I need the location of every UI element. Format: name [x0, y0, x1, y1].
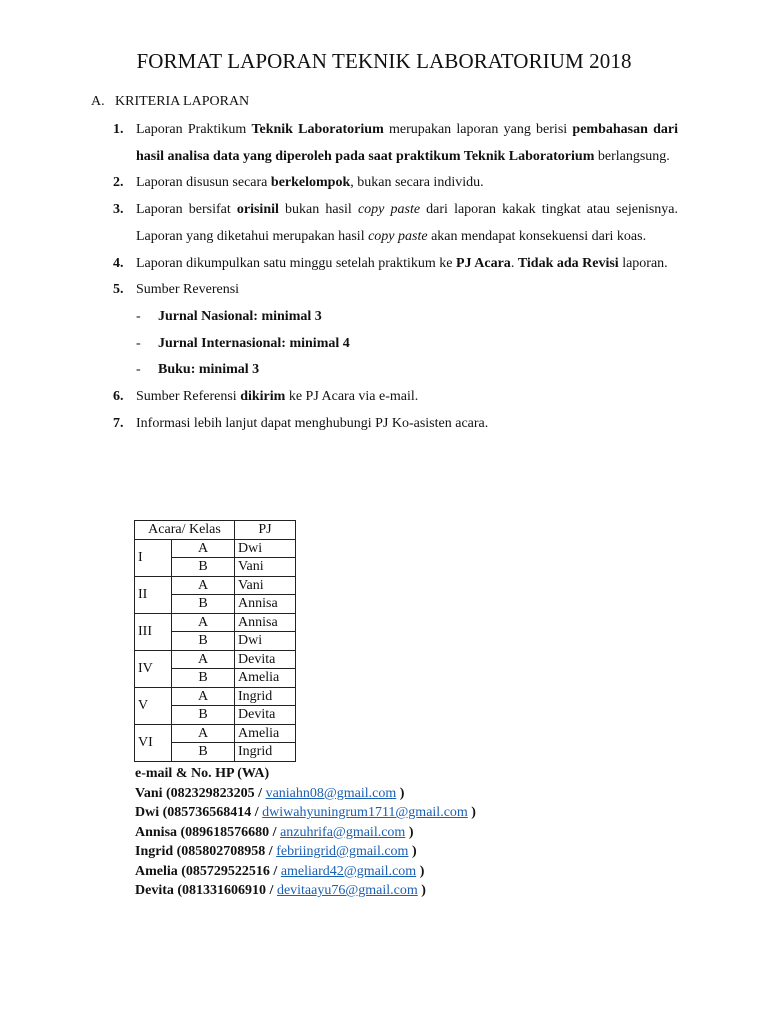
list-item-text: copy paste — [368, 228, 428, 244]
pj-cell: Annisa — [235, 595, 296, 614]
list-item-text: Laporan bersifat — [136, 202, 237, 218]
list-item — [113, 411, 678, 438]
list-item-number: 1. — [113, 122, 124, 137]
section-heading — [91, 94, 249, 110]
sub-list-text: Buku: minimal 3 — [158, 362, 260, 378]
contact-suffix: ) — [416, 863, 425, 879]
contact-email-link[interactable]: anzuhrifa@gmail.com — [280, 824, 406, 840]
list-item-text: Informasi lebih lanjut dapat menghubungi PJ Ko-asisten acara. — [136, 415, 489, 431]
sub-list-text: Jurnal Internasional: minimal 4 — [158, 335, 350, 351]
pj-cell: Devita — [235, 706, 296, 725]
table-row — [135, 539, 296, 558]
document-title: FORMAT LAPORAN TEKNIK LABORATORIUM 2018 — [136, 49, 632, 73]
list-item-text: Laporan Praktikum — [136, 122, 252, 137]
pj-cell: Dwi — [235, 539, 296, 558]
pj-cell: Dwi — [235, 632, 296, 651]
kelas-cell: A — [172, 539, 235, 558]
kelas-cell: B — [172, 632, 235, 651]
contact-suffix: ) — [405, 824, 414, 840]
list-item-text: ke PJ Acara via e-mail. — [285, 389, 419, 405]
list-item-text: berlangsung. — [594, 148, 670, 164]
table-row — [135, 613, 296, 632]
list-item-text: Sumber Reverensi — [136, 282, 240, 298]
contact-email-link[interactable]: febriingrid@gmail.com — [276, 844, 409, 859]
list-item-text: orisinil — [236, 202, 279, 218]
list-item-text: PJ Acara — [455, 255, 511, 271]
acara-cell: VI — [135, 724, 172, 761]
pj-table — [134, 520, 296, 762]
list-item-text: berkelompok — [270, 175, 351, 191]
list-item-text: Laporan disusun secara — [136, 175, 271, 191]
contact-suffix: ) — [408, 844, 417, 859]
contact-name-phone: Devita (081331606910 / — [135, 883, 277, 898]
header-pj: PJ — [235, 521, 296, 540]
pj-cell: Amelia — [235, 669, 296, 688]
list-item-number: 5. — [113, 282, 124, 298]
contact-email-link[interactable]: ameliard42@gmail.com — [280, 863, 417, 879]
sub-list-dash: - — [136, 362, 141, 378]
list-item-text: Teknik Laboratorium — [251, 122, 384, 137]
pj-cell: Ingrid — [235, 743, 296, 762]
contact-suffix: ) — [396, 785, 405, 801]
contact-line — [135, 823, 476, 843]
acara-cell: IV — [135, 650, 172, 687]
contact-name-phone: Vani (082329823205 / — [135, 785, 266, 801]
list-item-text: , bukan secara individu. — [350, 175, 484, 191]
acara-cell: III — [135, 613, 172, 650]
contact-name-phone: Amelia (085729522516 / — [135, 863, 281, 879]
kelas-cell: B — [172, 706, 235, 725]
pj-cell: Annisa — [235, 613, 296, 632]
contact-email-link[interactable]: dwiwahyuningrum1711@gmail.com — [262, 805, 468, 820]
kelas-cell: A — [172, 650, 235, 669]
contact-name-phone: Annisa (089618576680 / — [135, 824, 281, 840]
kelas-cell: B — [172, 743, 235, 762]
list-item-number: 4. — [113, 255, 124, 271]
list-item — [113, 197, 678, 250]
list-item-text: pembahasan dari hasil analisa data yang diperoleh pada saat praktikum Teknik Laboratorium — [136, 122, 678, 164]
kelas-cell: B — [172, 669, 235, 688]
list-item-text: Laporan dikumpulkan satu minggu setelah praktikum ke — [136, 255, 456, 271]
list-item — [113, 384, 678, 411]
contact-name-phone: Dwi (085736568414 / — [135, 805, 263, 820]
list-item-text: merupakan laporan yang berisi — [383, 122, 573, 137]
pj-cell: Ingrid — [235, 687, 296, 706]
table-row — [135, 650, 296, 669]
list-item — [113, 277, 678, 304]
pj-cell: Vani — [235, 558, 296, 577]
pj-table-header-row — [135, 521, 296, 540]
table-row — [135, 724, 296, 743]
list-item-text: dikirim — [240, 389, 286, 405]
pj-cell: Amelia — [235, 724, 296, 743]
list-item — [113, 117, 678, 170]
list-item-text: bukan hasil — [278, 202, 358, 218]
section-title: KRITERIA LAPORAN — [115, 94, 250, 109]
kelas-cell: B — [172, 558, 235, 577]
contact-name-phone: Ingrid (085802708958 / — [135, 844, 277, 859]
contact-email-link[interactable]: vaniahn08@gmail.com — [265, 785, 397, 801]
sub-list-text: Jurnal Nasional: minimal 3 — [158, 308, 322, 324]
list-item-number: 2. — [113, 175, 124, 191]
list-item-text: akan mendapat konsekuensi dari koas. — [427, 228, 647, 244]
pj-cell: Devita — [235, 650, 296, 669]
kelas-cell: A — [172, 576, 235, 595]
contact-suffix: ) — [417, 883, 426, 898]
section-letter: A. — [91, 94, 105, 109]
list-item-text: laporan. — [618, 255, 668, 271]
sub-list-dash: - — [136, 308, 141, 324]
list-item-text: . — [510, 255, 518, 271]
criteria-list — [113, 117, 678, 437]
contacts-heading: e-mail & No. HP (WA) — [135, 766, 270, 781]
contacts-block — [135, 764, 476, 901]
sub-list-item — [113, 357, 678, 384]
contact-line — [135, 784, 476, 804]
acara-cell: I — [135, 539, 172, 576]
list-item — [113, 251, 678, 278]
list-item-number: 3. — [113, 202, 124, 218]
sub-list-item — [113, 331, 678, 358]
list-item-text: copy paste — [357, 202, 421, 218]
header-acara-kelas: Acara/ Kelas — [135, 521, 235, 540]
contact-suffix: ) — [467, 805, 476, 820]
table-row — [135, 687, 296, 706]
kelas-cell: A — [172, 613, 235, 632]
contact-email-link[interactable]: devitaayu76@gmail.com — [276, 883, 418, 898]
list-item-text: dari laporan kakak tingkat atau sejenisnya. Laporan yang diketahui merupakan hasil — [136, 202, 678, 244]
acara-cell: V — [135, 687, 172, 724]
contact-line — [135, 862, 476, 882]
list-item — [113, 170, 678, 197]
pj-cell: Vani — [235, 576, 296, 595]
list-item-text: Sumber Referensi — [136, 389, 241, 405]
acara-cell: II — [135, 576, 172, 613]
kelas-cell: A — [172, 724, 235, 743]
list-item-number: 7. — [113, 415, 124, 431]
contact-list — [135, 784, 476, 901]
list-item-text: Tidak ada Revisi — [517, 255, 619, 271]
sub-list-dash: - — [136, 335, 141, 351]
list-item-number: 6. — [113, 389, 124, 405]
kelas-cell: B — [172, 595, 235, 614]
table-row — [135, 576, 296, 595]
kelas-cell: A — [172, 687, 235, 706]
contact-line — [135, 842, 476, 862]
contact-line — [135, 803, 476, 823]
contact-line — [135, 881, 476, 901]
sub-list-item — [113, 304, 678, 331]
